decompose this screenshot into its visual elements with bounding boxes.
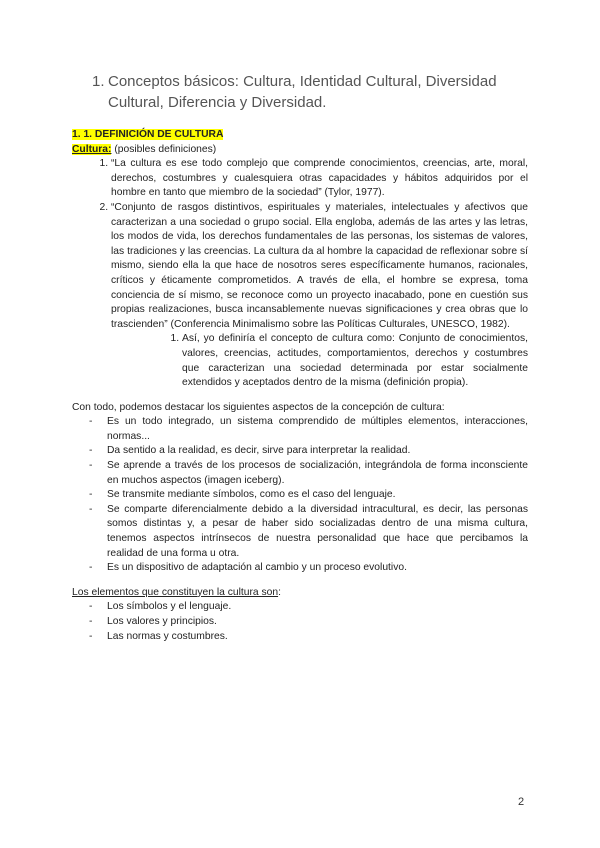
aspect-item: - Se transmite mediante símbolos, como es el caso del lenguaje.: [72, 488, 528, 503]
element-item: - Las normas y costumbres.: [72, 630, 528, 645]
title-line-2: Cultural, Diferencia y Diversidad.: [108, 94, 327, 111]
own-definition-item: 1. Así, yo definiría el concepto de cultura como: Conjunto de conocimientos, valores, creencias, actitudes, comportamientos, derechos y costumbres que caracterizan una sociedad determinada por estar socialmente extendidos y aceptados dentro de la misma (definición propia).: [182, 332, 528, 390]
elements-intro-text: Los elementos que constituyen la cultura son: [72, 586, 279, 598]
definition-item: 1. “La cultura es ese todo complejo que comprende conocimientos, creencias, arte, moral, derechos, costumbres y cualesquiera otras capacidades y hábitos adquiridos por el hombre en tanto que miembro de la sociedad” (Tylor, 1977).: [111, 157, 528, 201]
elements-intro-colon: :: [278, 586, 281, 598]
section-heading-text: 1. 1. DEFINICIÓN DE CULTURA: [72, 129, 224, 140]
aspect-item: - Se comparte diferencialmente debido a la diversidad intracultural, es decir, las personas somos distintas y, a pesar de haber sido socializadas dentro de una misma cultura, tenemos aspectos intrínsecos de nuestra personalidad que hace que percibamos la realidad de una forma u otra.: [72, 503, 528, 561]
element-item: - Los valores y principios.: [72, 615, 528, 630]
own-definition-list: [111, 332, 528, 390]
definition-item: 2. “Conjunto de rasgos distintivos, espirituales y materiales, intelectuales y afectivos que caracterizan a una sociedad o grupo social. Ella engloba, además de las artes y las letras, los modos de vida, los derechos fundamentales de las personas, los sistemas de valores, las tradiciones y las creencias. La cultura da al hombre la capacidad de reflexionar sobre sí mismo, siendo ella la que hace de nosotros seres específicamente humanos, racionales, críticos y éticamente comprometidos. A través de ella, el hombre se expresa, toma conciencia de sí mismo, se reconoce como un proyecto inacabado, pone en cuestión sus propias realizaciones, busca incansablemente nuevas significaciones y crea obras que lo trascienden” (Conferencia Minimalismo sobre las Políticas Culturales, UNESCO, 1982). 1. Así, yo definiría el concepto de cultura como: Conjunto de conocimientos, valores, creencias, actitudes, comportamientos, derechos y costumbres que caracterizan una sociedad determinada por estar socialmente extendidos y aceptados dentro de la misma (definición propia).: [111, 201, 528, 391]
culture-label-note: (posibles definiciones): [111, 143, 217, 155]
elements-list: [72, 600, 528, 644]
section-heading: [72, 128, 528, 143]
elements-intro: [72, 586, 528, 601]
aspect-item: - Se aprende a través de los procesos de socialización, integrándola de forma inconsciente en muchos aspectos (imagen iceberg).: [72, 459, 528, 488]
culture-label: Cultura:: [72, 143, 112, 155]
aspect-item: - Es un dispositivo de adaptación al cambio y un proceso evolutivo.: [72, 561, 528, 576]
aspect-item: - Es un todo integrado, un sistema comprendido de múltiples elementos, interacciones, normas...: [72, 415, 528, 444]
definitions-list: [72, 157, 528, 391]
culture-label-line: [72, 143, 528, 158]
page-title: [92, 71, 532, 113]
document-body: [72, 128, 528, 644]
title-line-1: Conceptos básicos: Cultura, Identidad Cultural, Diversidad: [108, 73, 497, 90]
aspects-intro: Con todo, podemos destacar los siguientes aspectos de la concepción de cultura:: [72, 401, 445, 413]
title-number: 1.: [92, 73, 105, 90]
page-number: 2: [518, 796, 525, 808]
element-item: - Los símbolos y el lenguaje.: [72, 600, 528, 615]
aspects-list: [72, 415, 528, 576]
aspect-item: - Da sentido a la realidad, es decir, sirve para interpretar la realidad.: [72, 444, 528, 459]
